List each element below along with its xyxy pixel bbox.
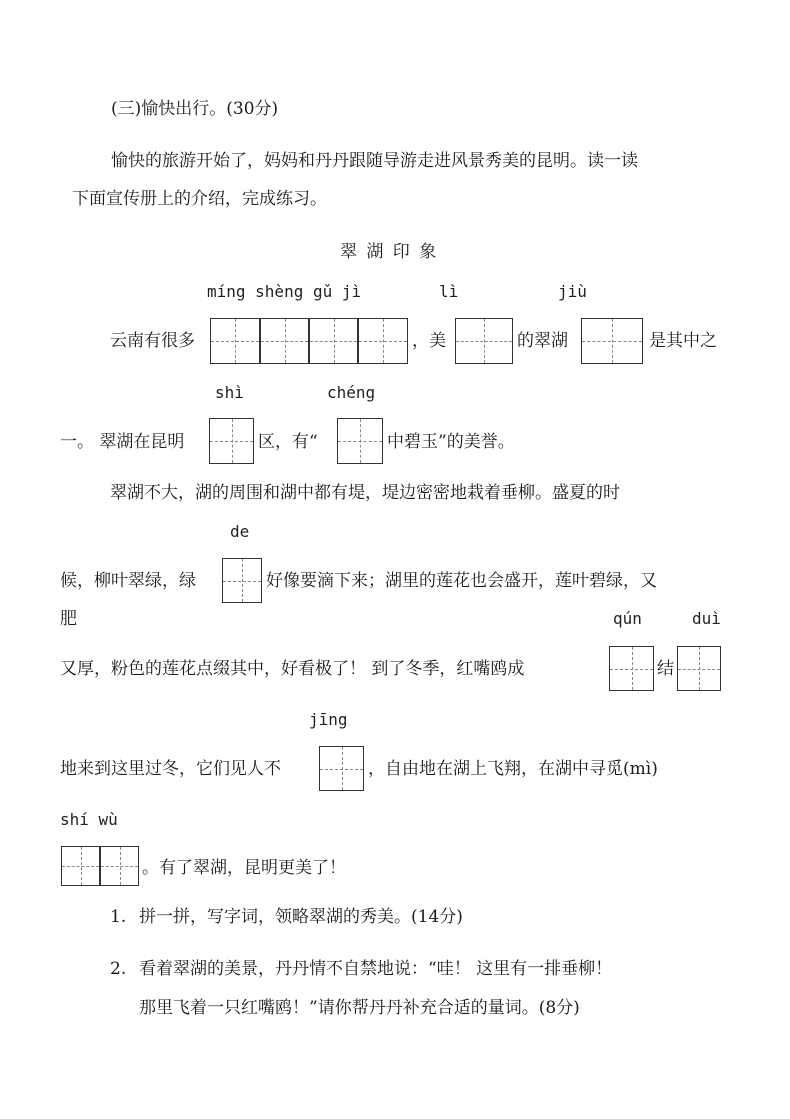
pinyin-jiu: jiù [558,282,587,301]
passage-text-2e: 又厚，粉色的莲花点缀其中，好看极了！ 到了冬季，红嘴鸥成 [60,659,525,679]
answer-box-qun[interactable] [609,646,654,691]
answer-box-ji[interactable] [358,318,408,364]
question-1-text: 拼一拼，写字词，领略翠湖的秀美。(14分) [139,907,463,927]
question-1-label: 1. [110,907,127,927]
pinyin-cheng: chéng [327,383,376,402]
passage-text-1d: 是其中之 [649,331,717,351]
passage-text-2f: 结 [657,659,674,679]
answer-box-gu[interactable] [309,318,358,364]
passage-text-1g: 中碧玉”的美誉。 [387,432,515,452]
passage-text-1a: 云南有很多 [110,331,195,351]
pinyin-mingshengguji: míng shèng gǔ jì [207,282,362,301]
answer-box-cheng[interactable] [337,418,383,464]
pinyin-jing: jīng [309,710,348,729]
question-2-text: 看着翠湖的美景，丹丹情不自禁地说：“哇！ 这里有一排垂柳！ [139,959,613,979]
answer-box-shi[interactable] [209,418,254,464]
intro-line-1: 愉快的旅游开始了，妈妈和丹丹跟随导游走进风景秀美的昆明。读一读 [111,151,638,171]
passage-text-1e: 一。 翠湖在昆明 [60,432,185,452]
section-heading: (三)愉快出行。(30分) [111,99,279,119]
answer-box-wu[interactable] [100,846,139,886]
passage-text-2c: 好像要滴下来；湖里的莲花也会盛开，莲叶碧绿，又 [266,571,657,591]
passage-text-2a: 翠湖不大，湖的周围和湖中都有堤，堤边密密地栽着垂柳。盛夏的时 [110,483,620,503]
passage-text-1b: ，美 [412,331,446,351]
answer-box-dui[interactable] [677,646,721,691]
answer-box-sheng[interactable] [260,318,309,364]
answer-box-jing[interactable] [319,746,364,791]
passage-text-2i: 。有了翠湖，昆明更美了！ [142,858,346,878]
pinyin-de: de [230,522,250,541]
passage-text-2g: 地来到这里过冬，它们见人不 [60,759,281,779]
pinyin-li: lì [439,282,459,301]
question-2-text-cont: 那里飞着一只红嘴鸥！”请你帮丹丹补充合适的量词。(8分) [139,998,580,1018]
answer-box-de[interactable] [222,558,262,603]
pinyin-shi: shì [215,383,244,402]
passage-title: 翠 湖 印 象 [340,242,439,262]
answer-box-shi2[interactable] [61,846,100,886]
answer-box-li[interactable] [455,318,513,364]
answer-box-ming[interactable] [210,318,260,364]
pinyin-qun: qún [613,609,642,628]
intro-line-2: 下面宣传册上的介绍，完成练习。 [72,189,327,209]
passage-text-2d: 肥 [60,609,77,629]
pinyin-shiwu: shí wù [60,810,118,829]
answer-box-jiu[interactable] [581,318,643,364]
passage-text-1f: 区，有“ [258,432,318,452]
question-2-label: 2. [110,959,127,979]
passage-text-1c: 的翠湖 [517,331,568,351]
passage-text-2b: 候，柳叶翠绿，绿 [60,571,196,591]
passage-text-2h: ，自由地在湖上飞翔，在湖中寻觅(mì) [368,759,658,779]
pinyin-dui: duì [692,609,721,628]
